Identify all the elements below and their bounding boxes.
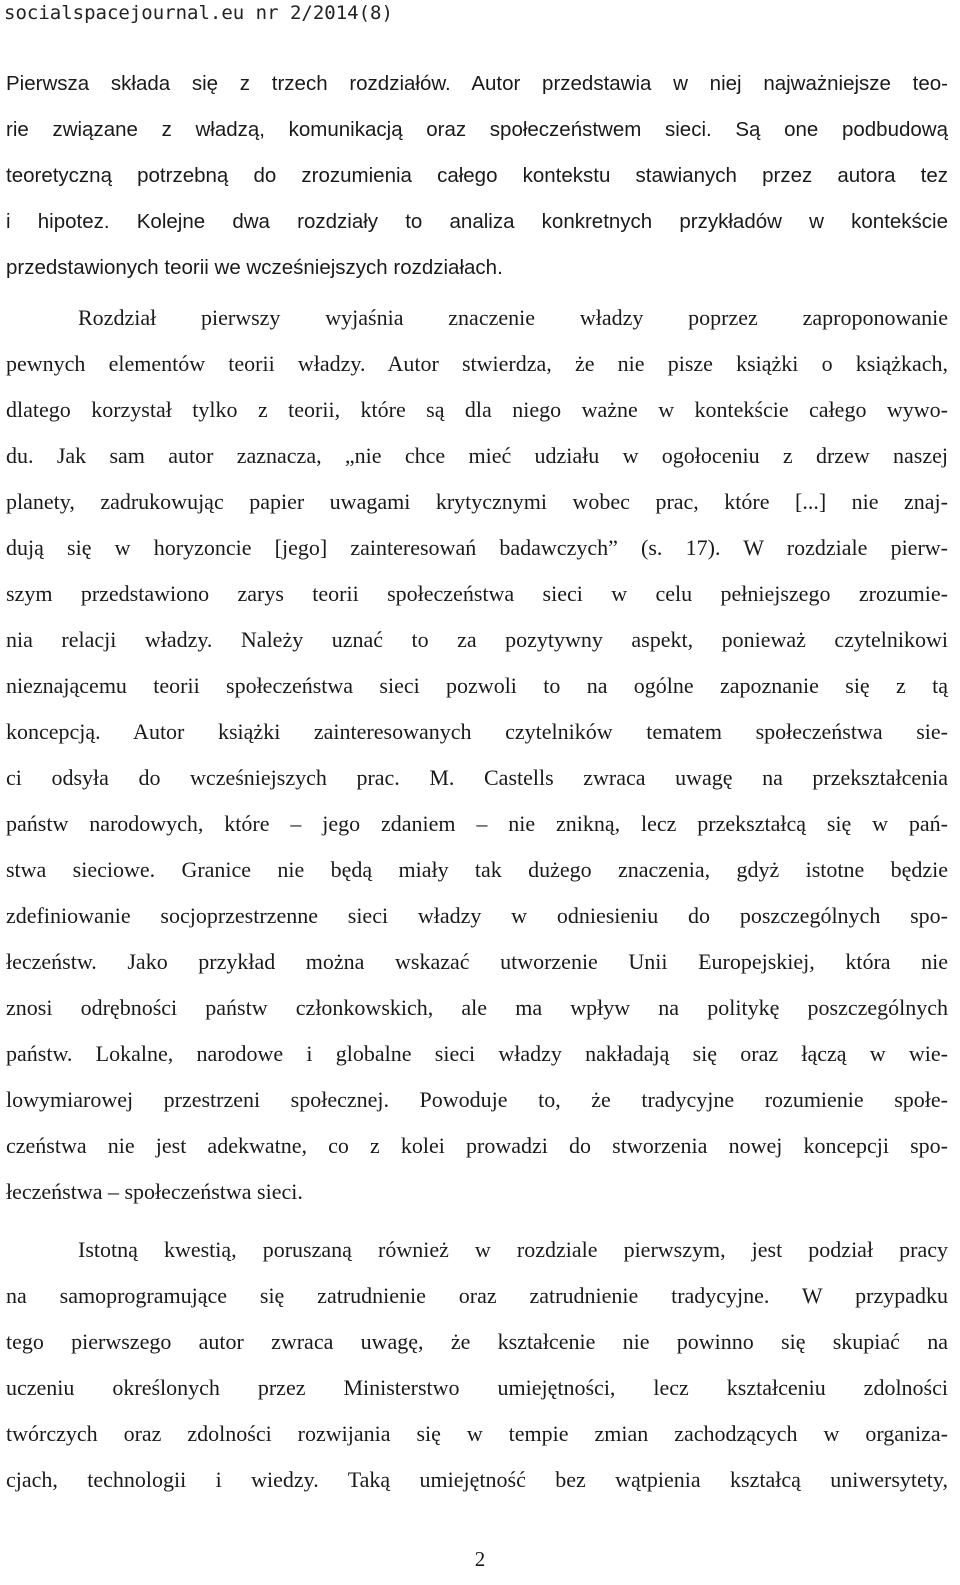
text-line: rie związane z władzą, komunikacją oraz społeczeństwem sieci. Są one podbudową bbox=[6, 118, 948, 141]
running-header: socialspacejournal.eu nr 2/2014(8) bbox=[4, 2, 393, 24]
text-line: państw. Lokalne, narodowe i globalne sieci władzy nakładają się oraz łączą w wie- bbox=[6, 1041, 948, 1066]
text-line: znosi odrębności państw członkowskich, ale ma wpływ na politykę poszczególnych bbox=[6, 995, 948, 1020]
text-line: twórczych oraz zdolności rozwijania się w tempie zmian zachodzących w organiza- bbox=[6, 1421, 948, 1446]
text-line: i hipotez. Kolejne dwa rozdziały to analiza konkretnych przykładów w kontekście bbox=[6, 210, 948, 233]
text-line: ci odsyła do wcześniejszych prac. M. Castells zwraca uwagę na przekształcenia bbox=[6, 765, 948, 790]
text-line: Pierwsza składa się z trzech rozdziałów. Autor przedstawia w niej najważniejsze teo- bbox=[6, 72, 948, 95]
text-line: czeństwa nie jest adekwatne, co z kolei prowadzi do stworzenia nowej koncepcji spo- bbox=[6, 1133, 948, 1158]
text-line: nia relacji władzy. Należy uznać to za pozytywny aspekt, ponieważ czytelnikowi bbox=[6, 627, 948, 652]
text-line: na samoprogramujące się zatrudnienie oraz zatrudnienie tradycyjne. W przypadku bbox=[6, 1283, 948, 1308]
text-line: łeczeństwa – społeczeństwa sieci. bbox=[6, 1179, 303, 1204]
text-line: łeczeństw. Jako przykład można wskazać utworzenie Unii Europejskiej, która nie bbox=[6, 949, 948, 974]
text-line: cjach, technologii i wiedzy. Taką umiejętność bez wątpienia kształcą uniwersytety, bbox=[6, 1467, 948, 1492]
text-line: uczeniu określonych przez Ministerstwo umiejętności, lecz kształceniu zdolności bbox=[6, 1375, 948, 1400]
text-line: teoretyczną potrzebną do zrozumienia całego kontekstu stawianych przez autora tez bbox=[6, 164, 948, 187]
text-line: Istotną kwestią, poruszaną również w rozdziale pierwszym, jest podział pracy bbox=[78, 1237, 948, 1262]
page-number: 2 bbox=[474, 1547, 486, 1571]
text-line: stwa sieciowe. Granice nie będą miały tak dużego znaczenia, gdyż istotne będzie bbox=[6, 857, 948, 882]
text-line: Rozdział pierwszy wyjaśnia znaczenie władzy poprzez zaproponowanie bbox=[78, 305, 948, 330]
text-line: tego pierwszego autor zwraca uwagę, że kształcenie nie powinno się skupiać na bbox=[6, 1329, 948, 1354]
text-line: du. Jak sam autor zaznacza, „nie chce mieć udziału w ogołoceniu z drzew naszej bbox=[6, 443, 948, 468]
text-line: pewnych elementów teorii władzy. Autor stwierdza, że nie pisze książki o książkach, bbox=[6, 351, 948, 376]
text-line: planety, zadrukowując papier uwagami krytycznymi wobec prac, które [...] nie znaj- bbox=[6, 489, 948, 514]
text-line: lowymiarowej przestrzeni społecznej. Powoduje to, że tradycyjne rozumienie społe- bbox=[6, 1087, 948, 1112]
text-line: zdefiniowanie socjoprzestrzenne sieci władzy w odniesieniu do poszczególnych spo- bbox=[6, 903, 948, 928]
text-line: dlatego korzystał tylko z teorii, które są dla niego ważne w kontekście całego wywo- bbox=[6, 397, 948, 422]
text-line: koncepcją. Autor książki zainteresowanych czytelników tematem społeczeństwa sie- bbox=[6, 719, 948, 744]
text-line: państw narodowych, które – jego zdaniem – nie znikną, lecz przekształcą się w pań- bbox=[6, 811, 948, 836]
text-line: szym przedstawiono zarys teorii społeczeństwa sieci w celu pełniejszego zrozumie- bbox=[6, 581, 948, 606]
text-line: dują się w horyzoncie [jego] zainteresowań badawczych” (s. 17). W rozdziale pierw- bbox=[6, 535, 948, 560]
text-line: przedstawionych teorii we wcześniejszych rozdziałach. bbox=[6, 256, 503, 279]
text-line: nieznającemu teorii społeczeństwa sieci pozwoli to na ogólne zapoznanie się z tą bbox=[6, 673, 948, 698]
